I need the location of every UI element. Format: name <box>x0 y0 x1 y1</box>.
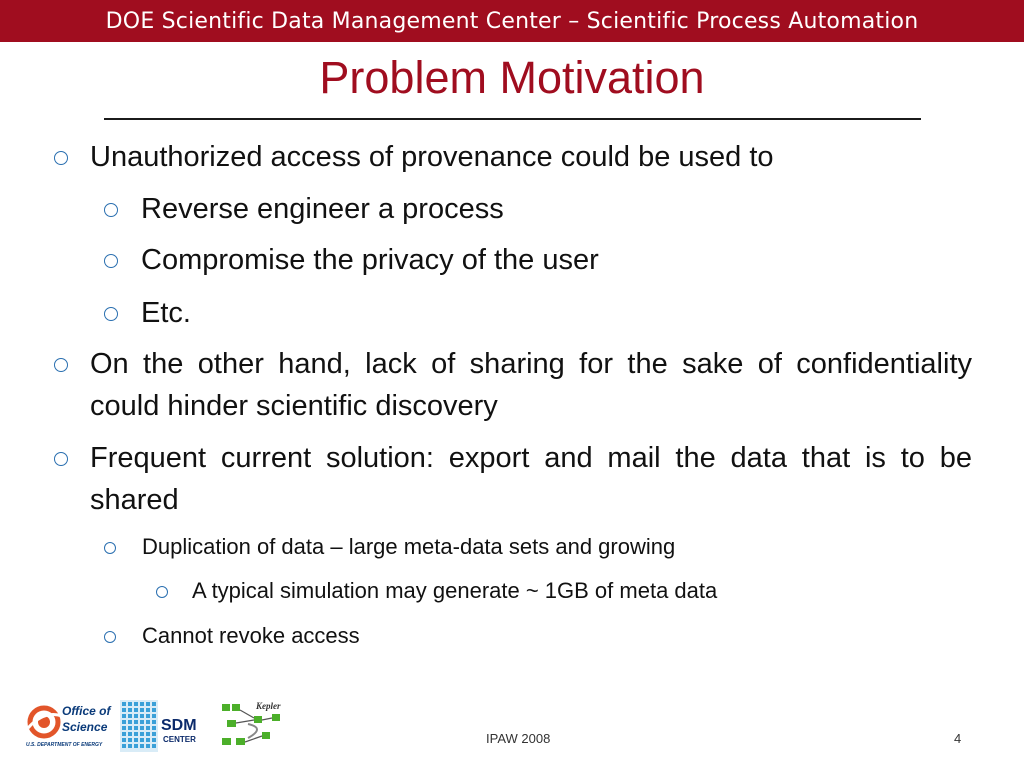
sub-bullet-item <box>104 188 972 230</box>
svg-text:SDM: SDM <box>161 717 197 734</box>
svg-text:CENTER: CENTER <box>163 735 196 744</box>
footer-logos <box>22 698 302 758</box>
svg-text:U.S. DEPARTMENT OF ENERGY: U.S. DEPARTMENT OF ENERGY <box>26 742 103 748</box>
sub-bullet-item <box>104 292 972 334</box>
circle-bullet-icon <box>104 254 118 268</box>
sub-bullet-item <box>104 622 972 650</box>
bullet-text: A typical simulation may generate ~ 1GB of meta data <box>192 578 718 603</box>
circle-bullet-icon <box>156 586 168 598</box>
svg-text:Office of: Office of <box>62 704 111 718</box>
bullet-item <box>54 343 972 427</box>
bullet-text: Unauthorized access of provenance could be used to <box>90 141 774 173</box>
circle-bullet-icon <box>54 358 68 372</box>
office-of-science-logo <box>26 704 111 748</box>
sdm-center-logo <box>120 700 197 752</box>
svg-text:Science: Science <box>62 720 108 734</box>
bullet-text: On the other hand, lack of sharing for the sake of confidentiality could hinder scientific discovery <box>90 348 972 422</box>
sub-sub-bullet-item <box>156 577 972 605</box>
bullet-text: Duplication of data – large meta-data sets and growing <box>142 534 676 559</box>
circle-bullet-icon <box>104 542 116 554</box>
circle-bullet-icon <box>104 307 118 321</box>
sub-bullet-item <box>104 239 972 281</box>
circle-bullet-icon <box>104 203 118 217</box>
bullet-text: Reverse engineer a process <box>141 193 504 225</box>
kepler-logo <box>222 701 281 745</box>
header-banner <box>0 0 1024 42</box>
bullet-text: Etc. <box>141 297 191 329</box>
page-number: 4 <box>954 731 962 746</box>
slide-title: Problem Motivation <box>319 52 705 103</box>
bullet-item <box>54 136 972 178</box>
circle-bullet-icon <box>54 452 68 466</box>
sub-bullet-item <box>104 533 972 561</box>
svg-text:Kepler: Kepler <box>256 701 281 711</box>
bullet-text: Compromise the privacy of the user <box>141 244 599 276</box>
bullet-item <box>54 437 972 521</box>
header-banner-text: DOE Scientific Data Management Center – Scientific Process Automation <box>105 8 919 34</box>
footer-event: IPAW 2008 <box>486 731 551 746</box>
bullet-text: Frequent current solution: export and mail the data that is to be shared <box>90 442 972 516</box>
bullet-text: Cannot revoke access <box>142 623 360 648</box>
title-divider <box>104 118 921 120</box>
circle-bullet-icon <box>54 151 68 165</box>
circle-bullet-icon <box>104 631 116 643</box>
